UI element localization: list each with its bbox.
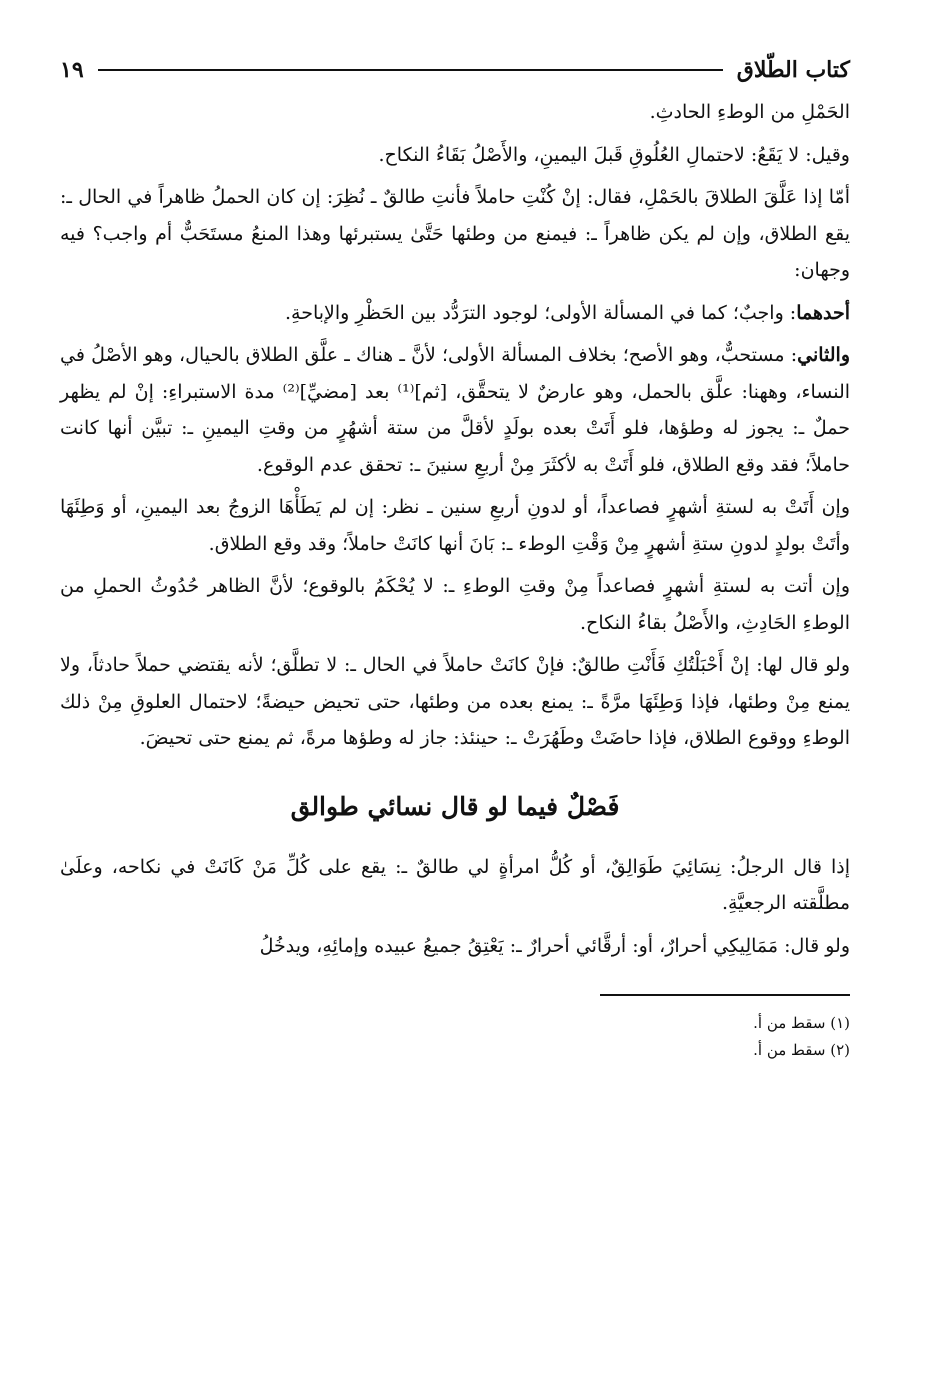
document-page <box>60 52 850 1064</box>
paragraph-text: ولو قال: مَمَالِيكِي أحرارٌ، أو: أرقَّائي أحرارٌ ـ: يَعْتِقُ جميعُ عبيده وإمائِهِ، ويدخُلُ <box>259 934 850 957</box>
paragraph-1 <box>60 94 850 131</box>
footnotes <box>60 1010 850 1064</box>
footnote-marker: (١) <box>830 1014 850 1032</box>
book-title: كتاب الطّلاق <box>736 57 850 83</box>
paragraph-text: ولو قال لها: إنْ أَحْبَلْتُكِ فَأَنْتِ طالقٌ: فإنْ كانَتْ حاملاً في الحال ـ: لا تطلَّق؛ لأنه يقتضي حملاً حادثاً، ولا يمنع مِنْ وطئها، فإذا وَطِئَهَا مرَّةً ـ: يمنع بعده من وطئها، حتى تحيض حيضةً؛ لاحتمال العلوقِ مِنْ ذلك الوطءِ ووقوع الطلاق، فإذا حاضَتْ وطَهُرَتْ ـ: حينئذ: جاز له وطؤها مرةً، ثم يمنع حتى تحيضَ. <box>60 654 850 749</box>
paragraph-text: أمّا إذا عَلَّقَ الطلاقَ بالحَمْلِ، فقال: إنْ كُنْتِ حاملاً فأنتِ طالقٌ ـ نُظِرَ: إن كان الحملُ ظاهراً في الحال ـ: يقع الطلاق، وإن لم يكن ظاهراً ـ: فيمنع من وطئها حَتَّىٰ يستبرئها وهذا المنعُ مستَحَبٌّ أم واجب؟ فيه وجهان: <box>60 186 850 281</box>
paragraph-4 <box>60 295 850 332</box>
footnote-text: سقط من أ. <box>753 1041 826 1059</box>
section-paragraph-2 <box>60 928 850 965</box>
header-rule <box>98 69 723 71</box>
footnote-text: سقط من أ. <box>753 1014 826 1032</box>
paragraph-text: وإن أَتَتْ به لستةِ أشهرٍ فصاعداً، أو لدونِ أربعِ سنين ـ نظر: إن لم يَطَأْهَا الزوجُ بعد اليمينِ، أو وَطِئَهَا وأتَتْ بولدٍ لدونِ ستةِ أشهرٍ مِنْ وَقْتِ الوطء ـ: بَانَ أنها كانَتْ حاملاً؛ وقد وقع الطلاق. <box>60 496 850 555</box>
paragraph-lead: أحدهما <box>796 301 850 324</box>
body-text <box>60 94 850 964</box>
paragraph-text: : مستحبٌّ، وهو الأصح؛ بخلاف المسألة الأولى؛ لأنَّ ـ هناك ـ علَّق الطلاق بالحيال، وهو الأصْلُ في النساء، وههنا: علَّق بالحمل، وهو عارضٌ لا يتحقَّق، [ثم]⁽¹⁾ بعد [مضيِّ]⁽²⁾ مدة الاستبراءِ: إنْ لم يظهر حملٌ ـ: يجوز له وطؤها، فلو أَتَتْ بعده بولَدٍ لأقلَّ من ستة أشهُرٍ من وقتِ اليمينِ ـ: تبيَّن أنها كانت حاملاً؛ فقد وقع الطلاق، فلو أَتَتْ به لأكثَرَ مِنْ أربعِ سنينَ ـ: تحقق عدم الوقوع. <box>60 344 851 476</box>
paragraph-text: وإن أتت به لستةِ أشهرٍ فصاعداً مِنْ وقتِ الوطءِ ـ: لا يُحْكَمُ بالوقوع؛ لأنَّ الظاهر حُدُوثُ الحملِ من الوطءِ الحَادِثِ، والأَصْلُ بقاءُ النكاح. <box>60 575 850 634</box>
paragraph-text: الحَمْلِ من الوطءِ الحادثِ. <box>649 101 850 123</box>
paragraph-8 <box>60 647 850 757</box>
page-header <box>60 52 850 88</box>
paragraph-3 <box>60 179 850 289</box>
page-number: ١٩ <box>60 57 84 83</box>
paragraph-7 <box>60 568 850 641</box>
paragraph-2 <box>60 137 850 174</box>
footnote-separator <box>600 994 850 996</box>
footnote-1 <box>60 1010 850 1037</box>
footnote-marker: (٢) <box>830 1041 850 1059</box>
paragraph-text: وقيل: لا يَقَعُ: لاحتمالِ العُلُوقِ قَبلَ اليمينِ، والأَصْلُ بَقَاءُ النكاح. <box>378 143 850 166</box>
paragraph-6 <box>60 489 850 562</box>
paragraph-lead: والثاني <box>797 344 850 366</box>
section-heading: فَصْلٌ فيما لو قال نسائي طوالق <box>290 791 620 821</box>
footnote-2 <box>60 1037 850 1064</box>
paragraph-5 <box>60 337 850 483</box>
paragraph-text: : واجبٌ؛ كما في المسألة الأولى؛ لوجود الترَدُّد بين الحَظْرِ والإباحةِ. <box>284 301 797 324</box>
paragraph-text: إذا قال الرجلُ: نِسَائِيَ طَوَالِقٌ، أو كُلُّ امرأةٍ لي طالقٌ ـ: يقع على كُلِّ مَنْ كَانَتْ في نكاحه، وعلَىٰ مطلَّقته الرجعيَّةِ. <box>60 855 850 914</box>
section-paragraph-1 <box>60 849 850 922</box>
